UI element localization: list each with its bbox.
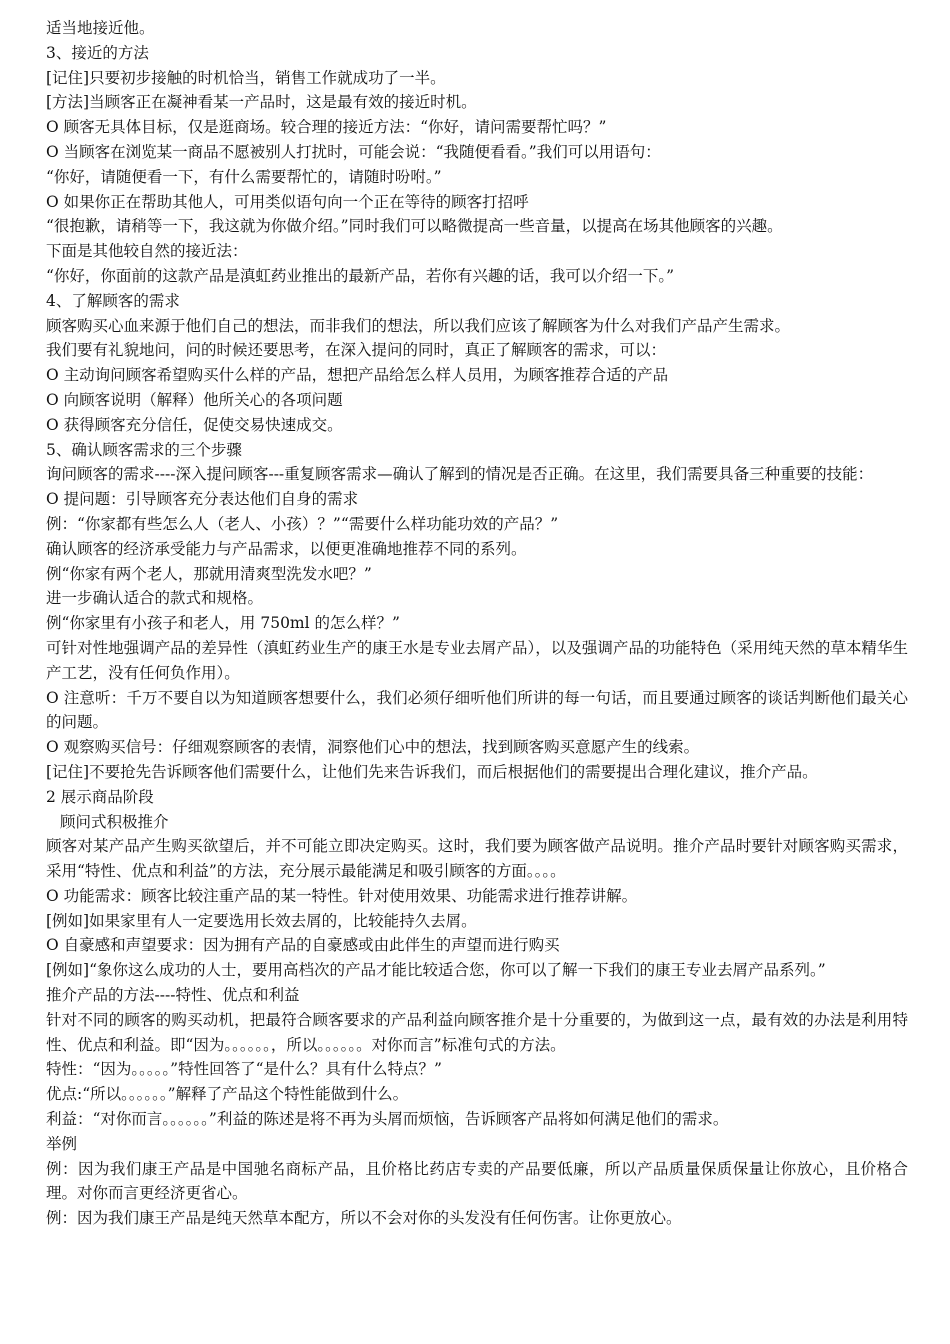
section-heading: 4、了解顾客的需求 [46,291,180,310]
text-line: [例如]“象你这么成功的人士，要用高档次的产品才能比较适合您，你可以了解一下我们的康王专业去屑产品系列。” [46,961,826,980]
text-line: 我们要有礼貌地问，问的时候还要思考，在深入提问的同时，真正了解顾客的需求，可以： [46,341,667,360]
text-line: 举例 [46,1134,78,1153]
text-line: O 自豪感和声望要求：因为拥有产品的自豪感或由此伴生的声望而进行购买 [46,936,560,955]
text-line: 例“你家有两个老人，那就用清爽型洗发水吧？” [46,564,372,583]
text-paragraph: 可针对性地强调产品的差异性（滇虹药业生产的康王水是专业去屑产品），以及强调产品的功能特色（采用纯天然的草本精华生产工艺，没有任何负作用）。 [46,638,908,682]
text-line: [例如]如果家里有人一定要选用长效去屑的，比较能持久去屑。 [46,911,477,930]
text-line: 例“你家里有小孩子和老人，用 750ml 的怎么样？” [46,614,400,633]
text-line: [记住]只要初步接触的时机恰当，销售工作就成功了一半。 [46,68,446,87]
text-line: O 观察购买信号：仔细观察顾客的表情，洞察他们心中的想法，找到顾客购买意愿产生的线索。 [46,738,700,757]
text-line: [记住]不要抢先告诉顾客他们需要什么，让他们先来告诉我们，而后根据他们的需要提出合理化建议，推介产品。 [46,762,818,781]
document-page [46,16,908,1231]
text-line: O 向顾客说明（解释）他所关心的各项问题 [46,390,343,409]
text-line: O 功能需求：顾客比较注重产品的某一特性。针对使用效果、功能需求进行推荐讲解。 [46,886,638,905]
text-line: 适当地接近他。 [46,19,155,37]
text-line: 特性：“因为。。。。。”特性回答了“是什么？具有什么特点？” [46,1060,442,1079]
text-line: [方法]当顾客正在凝神看某一产品时，这是最有效的接近时机。 [46,93,477,112]
text-paragraph: 针对不同的顾客的购买动机，把最符合顾客要求的产品利益向顾客推介是十分重要的，为做到这一点，最有效的办法是利用特性、优点和利益。即“因为。。。。。。，所以。。。。。。对你而言”标准句式的方法。 [46,1010,908,1054]
text-line: 利益：“对你而言。。。。。。”利益的陈述是将不再为头屑而烦恼，告诉顾客产品将如何满足他们的需求。 [46,1110,729,1129]
section-heading: 2 展示商品阶段 [46,787,154,806]
text-line: 下面是其他较自然的接近法： [46,242,248,261]
text-line: 进一步确认适合的款式和规格。 [46,589,264,608]
text-line: 确认顾客的经济承受能力与产品需求，以便更准确地推荐不同的系列。 [46,539,527,558]
text-line: O 顾客无具体目标，仅是逛商场。较合理的接近方法：“你好，请问需要帮忙吗？” [46,118,607,137]
text-line: 优点:“所以。。。。。。”解释了产品这个特性能做到什么。 [46,1085,409,1104]
text-line: 例：因为我们康王产品是纯天然草本配方，所以不会对你的头发没有任何伤害。让你更放心。 [46,1209,682,1228]
text-paragraph: 顾客对某产品产生购买欲望后，并不可能立即决定购买。这时，我们要为顾客做产品说明。推介产品时要针对顾客购买需求，采用“特性、优点和利益”的方法，充分展示最能满足和吸引顾客的方面。。。。 [46,837,908,881]
section-heading: 5、确认顾客需求的三个步骤 [46,440,242,459]
section-heading: 3、接近的方法 [46,43,149,62]
text-line: 例：“你家都有些怎么人（老人、小孩）？”“需要什么样功能功效的产品？” [46,514,559,533]
text-paragraph: O 注意听：千万不要自以为知道顾客想要什么，我们必须仔细听他们所讲的每一句话，而且要通过顾客的谈话判断他们最关心的问题。 [46,688,908,732]
text-line: “你好，请随便看一下，有什么需要帮忙的，请随时吩咐。” [46,167,442,186]
text-line: O 提问题：引导顾客充分表达他们自身的需求 [46,490,359,509]
text-line: O 获得顾客充分信任，促使交易快速成交。 [46,415,343,434]
subsection-heading: 顾问式积极推介 [60,812,169,831]
text-line: O 当顾客在浏览某一商品不愿被别人打扰时，可能会说：“我随便看看。”我们可以用语句： [46,142,661,161]
text-line: O 如果你正在帮助其他人，可用类似语句向一个正在等待的顾客打招呼 [46,192,529,211]
text-paragraph: 例：因为我们康王产品是中国驰名商标产品，且价格比药店专卖的产品要低廉，所以产品质量保质保量让你放心，且价格合理。对你而言更经济更省心。 [46,1159,908,1203]
text-line: O 主动询问顾客希望购买什么样的产品，想把产品给怎么样人员用，为顾客推荐合适的产品 [46,366,669,385]
text-paragraph: 询问顾客的需求----深入提问顾客---重复顾客需求—确认了解到的情况是否正确。在这里，我们需要具备三种重要的技能： [46,465,874,484]
text-line: 顾客购买心血来源于他们自己的想法，而非我们的想法，所以我们应该了解顾客为什么对我们产品产生需求。 [46,316,791,335]
text-line: “你好，你面前的这款产品是滇虹药业推出的最新产品，若你有兴趣的话，我可以介绍一下。” [46,266,675,285]
text-line: 推介产品的方法----特性、优点和利益 [46,986,300,1005]
text-line: “很抱歉，请稍等一下，我这就为你做介绍。”同时我们可以略微提高一些音量，以提高在场其他顾客的兴趣。 [46,217,783,236]
